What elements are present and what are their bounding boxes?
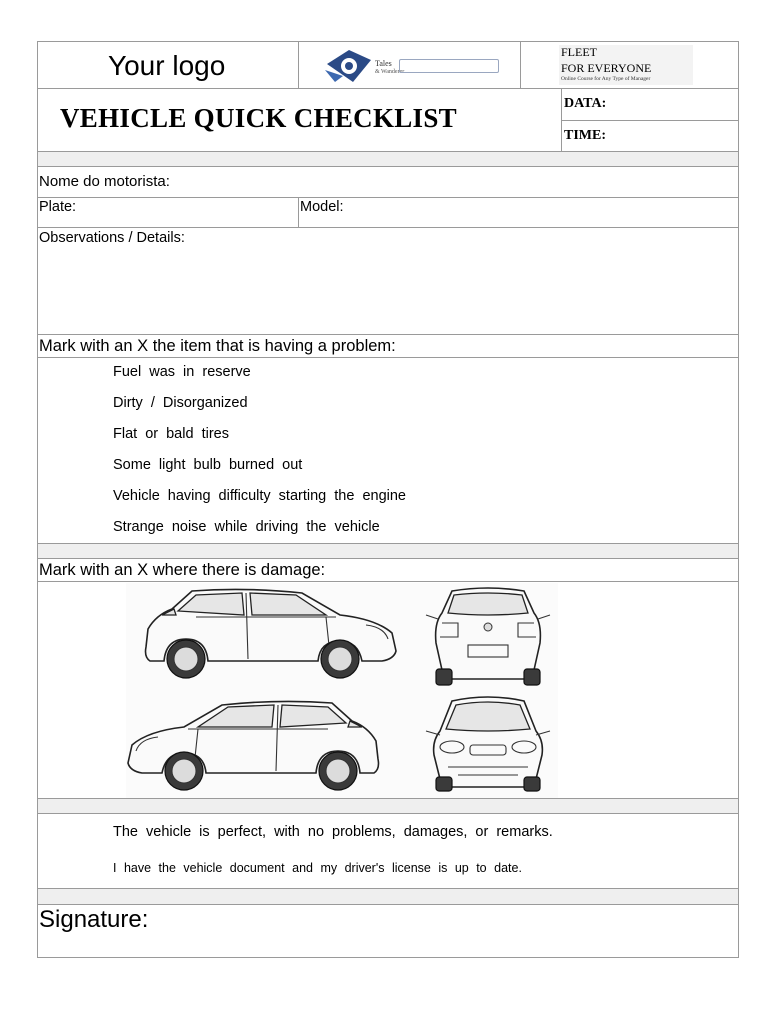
date-cell: [561, 88, 739, 121]
spacer-row: [37, 888, 739, 905]
damage-heading-row: [37, 558, 739, 582]
problem-item-engine-start[interactable]: Vehicle having difficulty starting the engine: [113, 488, 406, 504]
car-side-left-view[interactable]: [126, 697, 398, 797]
fleet-logo-line2: FOR EVERYONE: [561, 61, 652, 75]
car-side-right-view[interactable]: [126, 585, 398, 685]
problems-heading: Mark with an X the item that is having a problem:: [39, 337, 396, 355]
fleet-logo: [559, 45, 693, 85]
partner-logo-wordmark: [399, 59, 499, 73]
confirmation-documents-ok[interactable]: I have the vehicle document and my driver's license is up to date.: [113, 861, 522, 875]
problem-item-light-bulb[interactable]: Some light bulb burned out: [113, 457, 303, 473]
partner-logo-cell: [298, 41, 521, 89]
fleet-logo-cell: [520, 41, 739, 89]
spacer-row: [37, 798, 739, 814]
plate-field[interactable]: [37, 197, 299, 228]
driver-name-label: Nome do motorista:: [39, 173, 170, 190]
signature-field[interactable]: [37, 904, 739, 958]
car-front-view[interactable]: [418, 691, 558, 795]
model-label: Model:: [300, 199, 344, 215]
observations-label: Observations / Details:: [39, 230, 185, 246]
logo-placeholder: Your logo: [108, 50, 226, 81]
car-rear-view[interactable]: [418, 583, 558, 687]
spacer-row: [37, 543, 739, 559]
problems-heading-row: [37, 334, 739, 358]
partner-logo: [323, 46, 475, 86]
problem-item-strange-noise[interactable]: Strange noise while driving the vehicle: [113, 519, 380, 535]
plate-label: Plate:: [39, 199, 77, 215]
partner-logo-line2: & Wanderer: [375, 69, 405, 75]
time-label: TIME:: [564, 128, 606, 143]
time-cell: [561, 120, 739, 152]
confirmation-vehicle-perfect[interactable]: The vehicle is perfect, with no problems, damages, or remarks.: [113, 824, 553, 840]
partner-logo-line1: Tales: [375, 59, 392, 68]
fleet-logo-line1: FLEET: [561, 45, 597, 59]
fleet-logo-line3: Online Course for Any Type of Manager: [561, 76, 651, 82]
driver-name-field[interactable]: [37, 166, 739, 198]
signature-label: Signature:: [39, 906, 149, 933]
logo-cell: [37, 41, 299, 89]
observations-field[interactable]: [37, 227, 739, 335]
car-diagram-panel: [126, 583, 558, 799]
title-cell: [37, 88, 562, 152]
problem-item-tires[interactable]: Flat or bald tires: [113, 426, 229, 442]
page-title: VEHICLE QUICK CHECKLIST: [60, 103, 457, 133]
problem-item-dirty[interactable]: Dirty / Disorganized: [113, 395, 248, 411]
problems-list: [37, 357, 739, 544]
model-field[interactable]: [298, 197, 739, 228]
damage-heading: Mark with an X where there is damage:: [39, 561, 326, 579]
spacer-row: [37, 151, 739, 167]
date-label: DATA:: [564, 96, 607, 111]
shield-emblem-icon: [323, 46, 375, 86]
problem-item-fuel[interactable]: Fuel was in reserve: [113, 364, 251, 380]
